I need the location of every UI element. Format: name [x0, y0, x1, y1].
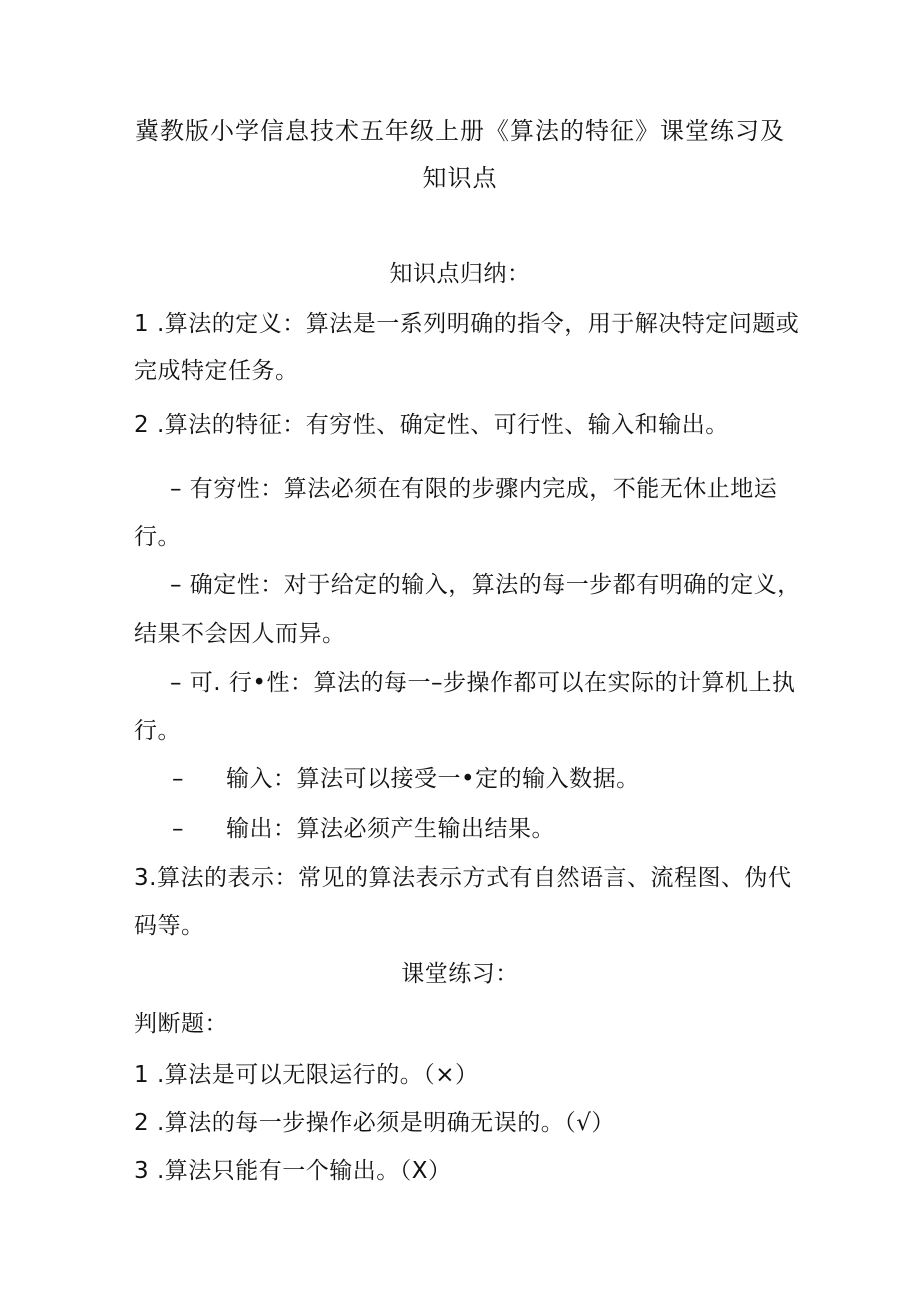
section-heading-summary: 知识点归纳：	[389, 261, 531, 287]
feature-input-text: 输入：算法可以接受一•定的输入数据。	[226, 766, 640, 792]
feature-finiteness-line-1: – 有穷性：算法必须在有限的步骤内完成，不能无休止地运	[170, 476, 778, 502]
item-1-definition-line-1: 1 .算法的定义：算法是一系列明确的指令，用于解决特定问题或	[134, 311, 800, 337]
feature-output-text: 输出：算法必须产生输出结果。	[226, 816, 555, 842]
exercise-question-1: 1 .算法是可以无限运行的。（×）	[134, 1062, 479, 1088]
feature-definiteness-line-1: – 确定性：对于给定的输入，算法的每一步都有明确的定义，	[170, 572, 801, 598]
exercise-question-2: 2 .算法的每一步操作必须是明确无误的。（√）	[134, 1110, 615, 1136]
document-title-line-1: 冀教版小学信息技术五年级上册《算法的特征》课堂练习及	[135, 117, 785, 145]
item-1-definition-line-2: 完成特定任务。	[134, 358, 299, 384]
feature-definiteness-line-2: 结果不会因人而异。	[134, 621, 346, 647]
item-2-features: 2 .算法的特征：有穷性、确定性、可行性、输入和输出。	[134, 412, 729, 438]
exercise-question-3: 3 .算法只能有一个输出。（X）	[134, 1158, 452, 1184]
exercise-section-judgment: 判断题：	[134, 1011, 228, 1037]
feature-feasibility-line-2: 行。	[134, 718, 181, 744]
item-3-representation-line-1: 3.算法的表示：常见的算法表示方式有自然语言、流程图、伪代	[134, 865, 792, 891]
feature-feasibility-line-1: – 可. 行•性：算法的每一–步操作都可以在实际的计算机上执	[170, 670, 796, 696]
feature-finiteness-line-2: 行。	[134, 524, 181, 550]
feature-output-dash: –	[172, 816, 184, 842]
item-3-representation-line-2: 码等。	[134, 913, 205, 939]
section-heading-exercise: 课堂练习：	[401, 961, 519, 987]
feature-input-dash: –	[172, 766, 184, 792]
document-title-line-2: 知识点	[422, 164, 498, 192]
